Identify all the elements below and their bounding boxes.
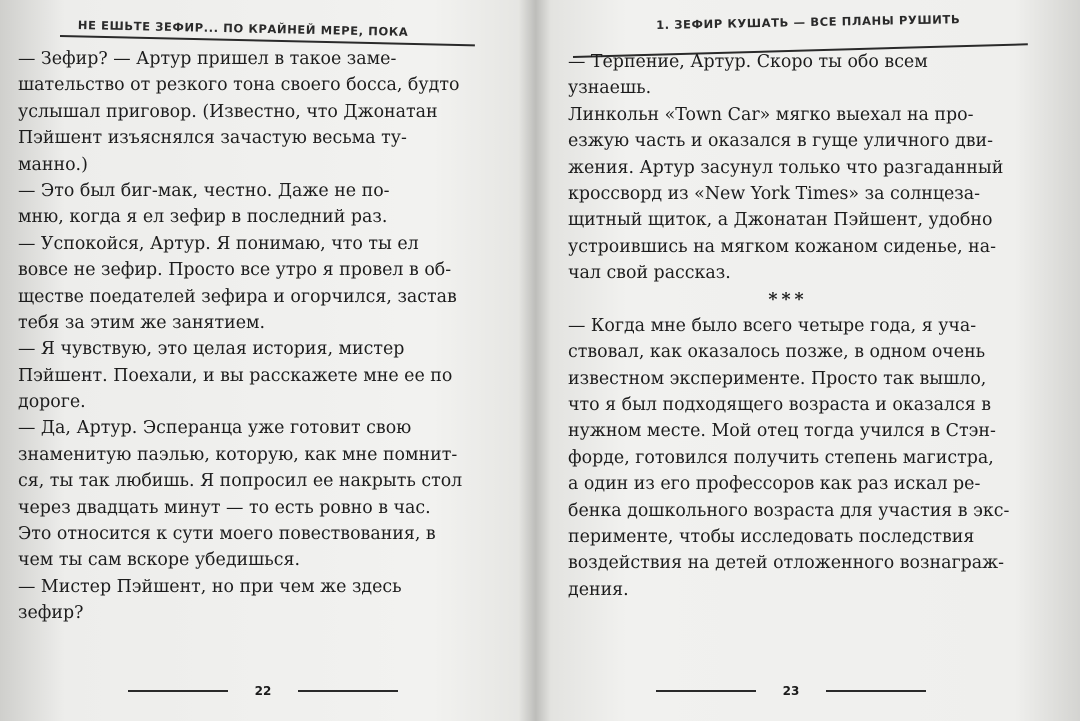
text-line: устроившись на мягком кожаном сиденье, на- xyxy=(568,236,996,257)
running-head: НЕ ЕШЬТЕ ЗЕФИР... ПО КРАЙНЕЙ МЕРЕ, ПОКА xyxy=(77,18,409,39)
text-line: мню, когда я ел зефир в последний раз. xyxy=(18,207,388,228)
page-number: 22 xyxy=(254,684,272,698)
text-line: что я был подходящего возраста и оказался в xyxy=(568,395,992,416)
text-line: манно.) xyxy=(18,154,88,175)
text-line: дения. xyxy=(568,579,629,600)
page-number: 23 xyxy=(782,684,800,698)
text-line: — Да, Артур. Эсперанца уже готовит свою xyxy=(18,418,412,439)
header-rule xyxy=(60,35,475,46)
text-line: перименте, чтобы исследовать последствия xyxy=(568,527,975,548)
text-line: ся, ты так любишь. Я попросил ее накрыть стол xyxy=(18,471,463,492)
text-line: — Мистер Пэйшент, но при чем же здесь xyxy=(18,576,402,597)
text-line: щитный щиток, а Джонатан Пэйшент, удобно xyxy=(568,210,993,231)
footer-rule xyxy=(826,690,926,692)
text-line: — Зефир? — Артур пришел в такое заме- xyxy=(18,49,397,69)
text-line: жения. Артур засунул только что разгаданный xyxy=(568,157,1004,178)
text-line: ществе поедателей зефира и огорчился, застав xyxy=(18,286,457,307)
page-footer xyxy=(656,684,926,698)
text-line: зефир? xyxy=(18,603,84,624)
text-line: чал свой рассказ. xyxy=(568,263,731,284)
text-line: шательство от резкого тона своего босса, будто xyxy=(18,75,460,96)
text-line: форде, готовился получить степень магистра, xyxy=(568,447,994,468)
text-line: чем ты сам вскоре убедишься. xyxy=(18,550,300,571)
text-line: — Терпение, Артур. Скоро ты обо всем xyxy=(568,52,928,72)
page-footer xyxy=(128,684,398,698)
text-line: — Я чувствую, это целая история, мистер xyxy=(18,339,405,360)
text-line: известном эксперименте. Просто так вышло, xyxy=(568,368,987,389)
text-line: через двадцать минут — то есть ровно в час. xyxy=(18,497,431,518)
text-line: кроссворд из «New York Times» за солнцеза- xyxy=(568,183,981,204)
text-line: а один из его профессоров как раз искал ре- xyxy=(568,474,981,495)
text-line: тебя за этим же занятием. xyxy=(18,312,266,333)
text-line: знаменитую паэлью, которую, как мне помнит- xyxy=(18,444,458,465)
text-line: Это относится к сути моего повествования, в xyxy=(18,524,436,545)
text-line: — Это был биг-мак, честно. Даже не по- xyxy=(18,180,390,201)
text-line: ствовал, как оказалось позже, в одном очень xyxy=(568,342,986,363)
text-line: нужном месте. Мой отец тогда учился в Стэн- xyxy=(568,421,996,442)
left-page xyxy=(0,0,530,721)
running-head: 1. ЗЕФИР КУШАТЬ — ВСЕ ПЛАНЫ РУШИТЬ xyxy=(656,12,961,32)
text-line: воздействия на детей отложенного вознаграж- xyxy=(568,553,1004,574)
footer-rule xyxy=(298,690,398,692)
body-text xyxy=(18,46,462,627)
footer-rule xyxy=(128,690,228,692)
text-line: узнаешь. xyxy=(568,78,652,99)
text-line: Пэйшент изъяснялся зачастую весьма ту- xyxy=(18,128,407,149)
text-line: дороге. xyxy=(18,392,86,413)
text-line: — Когда мне было всего четыре года, я уча- xyxy=(568,315,977,336)
text-line: бенка дошкольного возраста для участия в экс- xyxy=(568,500,1010,521)
text-line: езжую часть и оказался в гуще уличного дви- xyxy=(568,131,994,152)
right-page xyxy=(538,0,1080,721)
text-line: — Успокойся, Артур. Я понимаю, что ты ел xyxy=(18,233,419,254)
text-line: услышал приговор. (Известно, что Джонатан xyxy=(18,101,438,122)
text-line: Линкольн «Town Car» мягко выехал на про- xyxy=(568,104,974,125)
footer-rule xyxy=(656,690,756,692)
body-text xyxy=(568,49,1009,603)
text-line: вовсе не зефир. Просто все утро я провел в об- xyxy=(18,260,452,281)
section-separator: *** xyxy=(768,289,808,310)
text-line: Пэйшент. Поехали, и вы расскажете мне ее по xyxy=(18,365,453,386)
